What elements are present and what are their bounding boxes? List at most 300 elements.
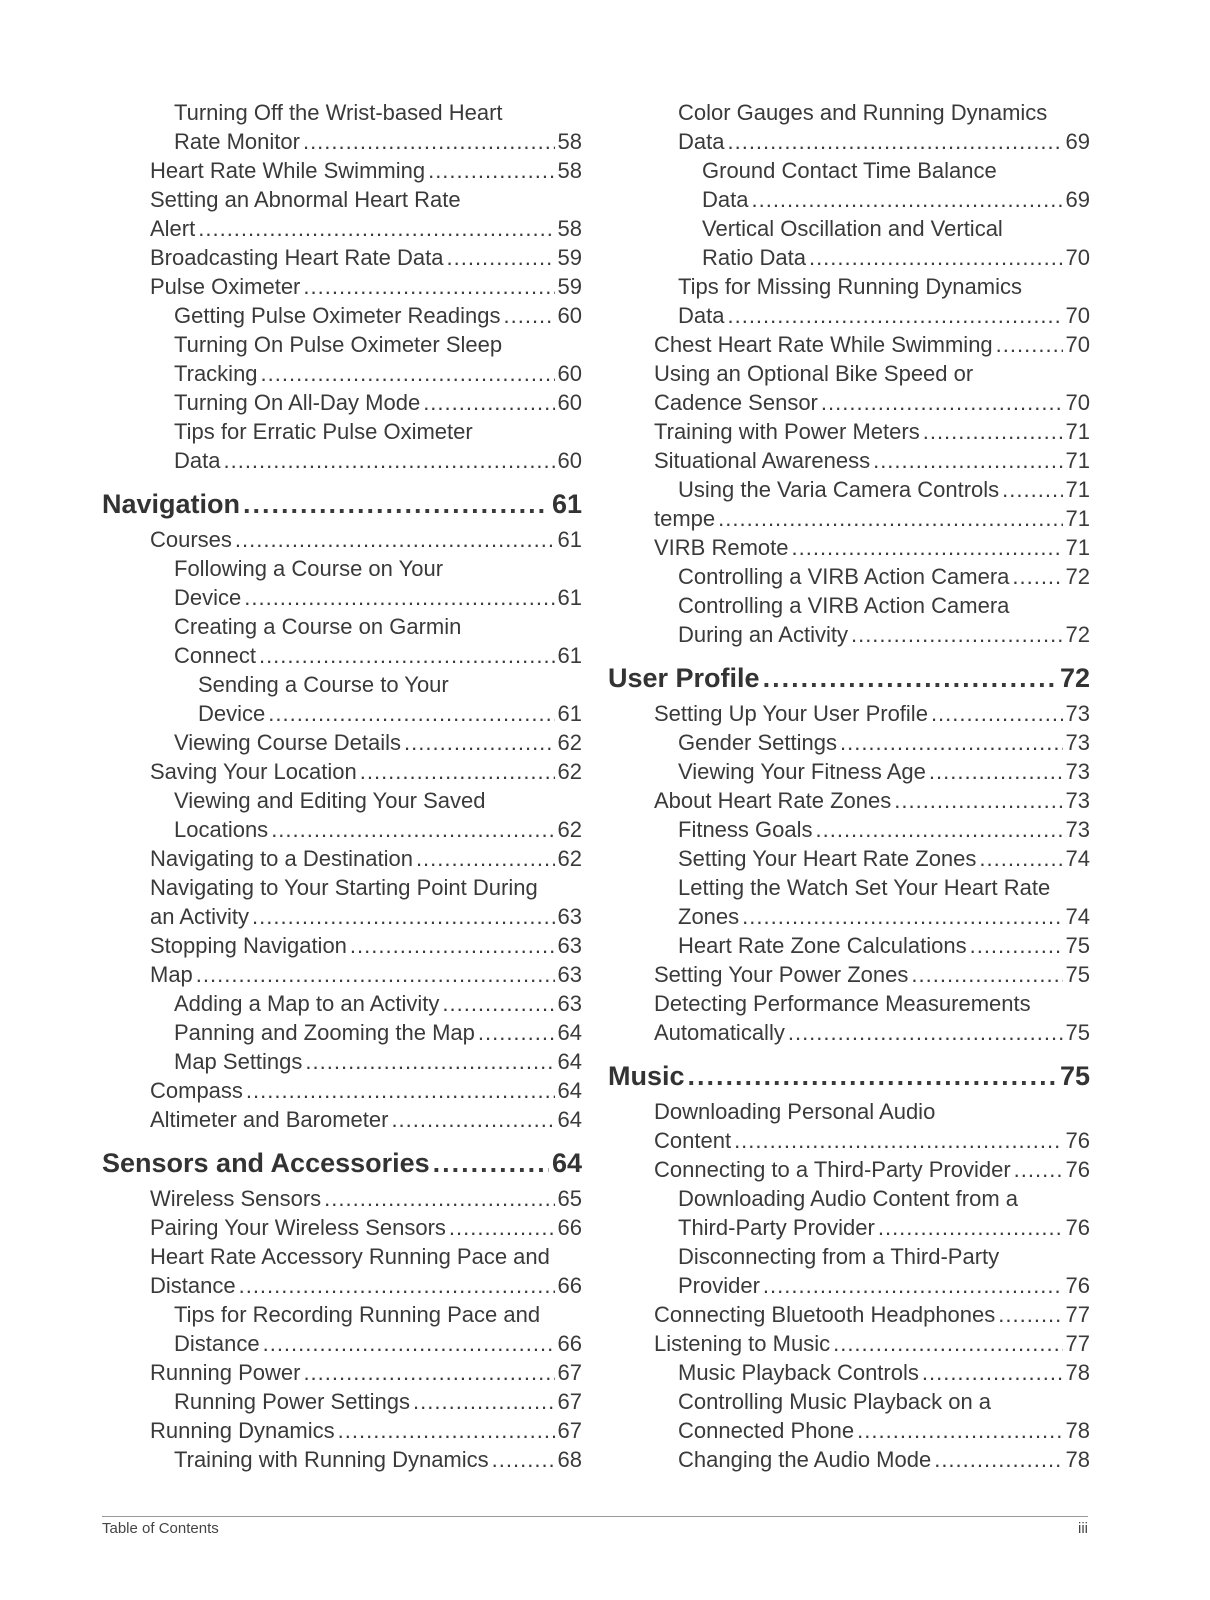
dot-leader — [303, 127, 555, 156]
dot-leader — [428, 156, 554, 185]
toc-page-number: 61 — [557, 585, 582, 610]
dot-leader — [350, 931, 555, 960]
toc-entry-title: Controlling Music Playback on a — [678, 1389, 992, 1414]
toc-entry[interactable] — [102, 1105, 582, 1134]
toc-entry-title: Heart Rate While Swimming — [150, 158, 426, 183]
toc-page-number: 70 — [1065, 390, 1090, 415]
dot-leader — [244, 583, 554, 612]
toc-page-number: 78 — [1065, 1447, 1090, 1472]
toc-page-number: 70 — [1065, 303, 1090, 328]
toc-entry[interactable] — [102, 156, 582, 185]
dot-leader — [809, 243, 1063, 272]
toc-entry-title: Alert — [150, 216, 196, 241]
dot-leader — [911, 960, 1062, 989]
footer-page-number: iii — [1078, 1520, 1088, 1537]
toc-entry-title: Detecting Performance Measurements — [654, 991, 1031, 1016]
dot-leader — [840, 728, 1063, 757]
toc-entry-title: Saving Your Location — [150, 759, 357, 784]
toc-entry-title: Using an Optional Bike Speed or — [654, 361, 974, 386]
toc-entry-title: Controlling a VIRB Action Camera — [678, 593, 1010, 618]
toc-page-number: 75 — [1065, 1020, 1090, 1045]
toc-page-number: 73 — [1065, 701, 1090, 726]
toc-entry-title: Navigating to a Destination — [150, 846, 413, 871]
toc-page-number: 62 — [557, 759, 582, 784]
toc-page-number: 70 — [1065, 245, 1090, 270]
toc-entry[interactable] — [102, 1047, 582, 1076]
dot-leader — [821, 388, 1063, 417]
toc-entry-title: Stopping Navigation — [150, 933, 347, 958]
toc-entry-title: Automatically — [654, 1020, 785, 1045]
toc-entry-title: Letting the Watch Set Your Heart Rate — [678, 875, 1051, 900]
toc-entry-title: Third-Party Provider — [678, 1215, 875, 1240]
toc-left-column — [102, 98, 582, 1474]
dot-leader — [338, 1416, 555, 1445]
dot-leader — [413, 1387, 554, 1416]
toc-entry[interactable] — [608, 272, 1090, 330]
dot-leader — [763, 661, 1057, 695]
dot-leader — [851, 620, 1063, 649]
dot-leader — [1002, 475, 1062, 504]
toc-entry[interactable] — [608, 533, 1090, 562]
toc-entry[interactable] — [102, 243, 582, 272]
toc-entry-title: Data — [702, 187, 749, 212]
toc-entry[interactable] — [608, 330, 1090, 359]
dot-leader — [792, 533, 1063, 562]
toc-entry-title: Setting Your Heart Rate Zones — [678, 846, 977, 871]
toc-page-number: 64 — [557, 1078, 582, 1103]
toc-entry-title: Getting Pulse Oximeter Readings — [174, 303, 501, 328]
toc-entry-title: Distance — [174, 1331, 260, 1356]
toc-page-number: 66 — [557, 1331, 582, 1356]
toc-page-number: 67 — [557, 1360, 582, 1385]
toc-entry-title: Controlling a VIRB Action Camera — [678, 564, 1010, 589]
toc-entry-title: Chest Heart Rate While Swimming — [654, 332, 993, 357]
dot-leader — [196, 960, 555, 989]
toc-entry-title: Navigation — [102, 489, 241, 519]
toc-entry-title: Running Dynamics — [150, 1418, 335, 1443]
toc-entry-title: Turning On Pulse Oximeter Sleep — [174, 332, 503, 357]
toc-entry-title: Vertical Oscillation and Vertical — [702, 216, 1003, 241]
toc-entry[interactable] — [608, 475, 1090, 504]
toc-page-number: 78 — [1065, 1360, 1090, 1385]
toc-entry-title: Map — [150, 962, 193, 987]
dot-leader — [259, 641, 555, 670]
toc-entry[interactable] — [608, 931, 1090, 960]
toc-chapter-heading[interactable] — [608, 1059, 1090, 1093]
toc-page-number: 73 — [1065, 730, 1090, 755]
toc-entry-title: Color Gauges and Running Dynamics — [678, 100, 1048, 125]
toc-page-number: 67 — [557, 1418, 582, 1443]
toc-page-number: 58 — [557, 158, 582, 183]
toc-entry-title: Viewing and Editing Your Saved — [174, 788, 486, 813]
dot-leader — [934, 1445, 1062, 1474]
toc-entry[interactable] — [608, 757, 1090, 786]
toc-entry[interactable] — [608, 156, 1090, 214]
toc-entry[interactable] — [608, 504, 1090, 533]
dot-leader — [718, 504, 1062, 533]
toc-entry[interactable] — [608, 1300, 1090, 1329]
toc-entry[interactable] — [608, 446, 1090, 475]
toc-entry[interactable] — [608, 417, 1090, 446]
toc-page-number: 73 — [1065, 759, 1090, 784]
toc-entry[interactable] — [102, 931, 582, 960]
toc-entry-title: Content — [654, 1128, 732, 1153]
toc-page-number: 71 — [1065, 477, 1090, 502]
toc-entry[interactable] — [608, 98, 1090, 156]
dot-leader — [742, 902, 1062, 931]
toc-entry[interactable] — [102, 301, 582, 330]
dot-leader — [303, 272, 554, 301]
toc-page-number: 61 — [557, 527, 582, 552]
dot-leader — [235, 525, 555, 554]
toc-entry[interactable] — [608, 699, 1090, 728]
toc-page-number: 60 — [557, 361, 582, 386]
toc-page-number: 72 — [1059, 663, 1090, 693]
toc-entry[interactable] — [102, 185, 582, 243]
toc-entry-title: Device — [174, 585, 242, 610]
toc-page-number: 78 — [1065, 1418, 1090, 1443]
toc-entry-title: Ratio Data — [702, 245, 806, 270]
toc-page-number: 74 — [1065, 846, 1090, 871]
toc-entry-title: Changing the Audio Mode — [678, 1447, 932, 1472]
dot-leader — [922, 1358, 1063, 1387]
toc-entry-title: During an Activity — [678, 622, 848, 647]
toc-entry-title: VIRB Remote — [654, 535, 789, 560]
toc-entry-title: Using the Varia Camera Controls — [678, 477, 1000, 502]
toc-entry-title: Cadence Sensor — [654, 390, 818, 415]
toc-entry[interactable] — [608, 960, 1090, 989]
toc-page-number: 70 — [1065, 332, 1090, 357]
toc-page-number: 69 — [1065, 187, 1090, 212]
toc-entry[interactable] — [608, 1097, 1090, 1155]
toc-entry-title: Compass — [150, 1078, 243, 1103]
dot-leader — [751, 185, 1062, 214]
toc-page-number: 75 — [1065, 962, 1090, 987]
toc-entry[interactable] — [608, 989, 1090, 1047]
toc-page-number: 63 — [557, 933, 582, 958]
toc-entry[interactable] — [102, 417, 582, 475]
toc-entry-title: Panning and Zooming the Map — [174, 1020, 475, 1045]
toc-page-number: 71 — [1065, 506, 1090, 531]
toc-entry-title: Wireless Sensors — [150, 1186, 322, 1211]
dot-leader — [857, 1416, 1062, 1445]
toc-entry[interactable] — [608, 214, 1090, 272]
dot-leader — [303, 1358, 554, 1387]
dot-leader — [873, 446, 1062, 475]
toc-chapter-heading[interactable] — [102, 1146, 582, 1180]
toc-entry-title: Device — [198, 701, 266, 726]
toc-entry[interactable] — [608, 1242, 1090, 1300]
toc-page-number: 69 — [1065, 129, 1090, 154]
toc-entry-title: Data — [174, 448, 221, 473]
toc-entry-title: Distance — [150, 1273, 236, 1298]
toc-page-number: 62 — [557, 730, 582, 755]
dot-leader — [223, 446, 554, 475]
toc-page-number: 58 — [557, 129, 582, 154]
toc-entry-title: Disconnecting from a Third-Party — [678, 1244, 1000, 1269]
dot-leader — [979, 844, 1062, 873]
toc-entry-title: Training with Running Dynamics — [174, 1447, 489, 1472]
toc-entry-title: Downloading Audio Content from a — [678, 1186, 1018, 1211]
toc-entry[interactable] — [102, 272, 582, 301]
toc-entry-title: Heart Rate Accessory Running Pace and — [150, 1244, 550, 1269]
page-footer — [102, 1516, 1088, 1537]
toc-entry[interactable] — [608, 1184, 1090, 1242]
toc-entry[interactable] — [608, 1445, 1090, 1474]
dot-leader — [763, 1271, 1063, 1300]
toc-entry[interactable] — [102, 1300, 582, 1358]
toc-entry[interactable] — [608, 1155, 1090, 1184]
toc-entry-title: About Heart Rate Zones — [654, 788, 892, 813]
toc-entry-title: Altimeter and Barometer — [150, 1107, 389, 1132]
toc-entry[interactable] — [102, 844, 582, 873]
toc-entry[interactable] — [608, 562, 1090, 591]
dot-leader — [996, 330, 1063, 359]
toc-page-number: 66 — [557, 1273, 582, 1298]
toc-entry[interactable] — [102, 525, 582, 554]
toc-entry-title: Downloading Personal Audio — [654, 1099, 936, 1124]
toc-entry-title: Creating a Course on Garmin — [174, 614, 462, 639]
toc-entry-title: Turning On All-Day Mode — [174, 390, 421, 415]
dot-leader — [404, 728, 554, 757]
toc-entry[interactable] — [102, 873, 582, 931]
dot-leader — [929, 757, 1063, 786]
toc-chapter-heading[interactable] — [102, 487, 582, 521]
dot-leader — [324, 1184, 554, 1213]
toc-page-number: 77 — [1065, 1302, 1090, 1327]
dot-leader — [727, 127, 1062, 156]
toc-page-number: 75 — [1065, 933, 1090, 958]
dot-leader — [492, 1445, 555, 1474]
dot-leader — [727, 301, 1062, 330]
toc-page-number: 62 — [557, 846, 582, 871]
toc-page-number: 63 — [557, 904, 582, 929]
dot-leader — [1014, 1155, 1063, 1184]
dot-leader — [816, 815, 1063, 844]
toc-entry[interactable] — [102, 554, 582, 612]
dot-leader — [391, 1105, 554, 1134]
toc-page-number: 60 — [557, 303, 582, 328]
toc-entry[interactable] — [608, 873, 1090, 931]
dot-leader — [1012, 562, 1062, 591]
toc-page-number: 64 — [557, 1107, 582, 1132]
toc-entry[interactable] — [102, 960, 582, 989]
toc-entry-title: Gender Settings — [678, 730, 837, 755]
toc-entry[interactable] — [608, 728, 1090, 757]
dot-leader — [931, 699, 1063, 728]
toc-entry-title: Map Settings — [174, 1049, 303, 1074]
footer-section-title: Table of Contents — [102, 1520, 219, 1537]
toc-entry[interactable] — [608, 1358, 1090, 1387]
toc-page-number: 62 — [557, 817, 582, 842]
dot-leader — [198, 214, 554, 243]
toc-entry[interactable] — [102, 388, 582, 417]
dot-leader — [833, 1329, 1062, 1358]
toc-entry-title: Courses — [150, 527, 232, 552]
toc-page-number: 71 — [1065, 448, 1090, 473]
toc-entry[interactable] — [102, 1018, 582, 1047]
toc-entry-title: Heart Rate Zone Calculations — [678, 933, 967, 958]
toc-entry-title: Data — [678, 303, 725, 328]
dot-leader — [252, 902, 554, 931]
toc-page-number: 72 — [1065, 564, 1090, 589]
toc-entry-title: Connecting to a Third-Party Provider — [654, 1157, 1011, 1182]
toc-entry-title: Connecting Bluetooth Headphones — [654, 1302, 996, 1327]
toc-page-number: 59 — [557, 274, 582, 299]
dot-leader — [416, 844, 555, 873]
dot-leader — [894, 786, 1062, 815]
toc-entry[interactable] — [102, 1242, 582, 1300]
toc-page-number: 67 — [557, 1389, 582, 1414]
toc-page-number: 64 — [557, 1049, 582, 1074]
toc-entry[interactable] — [608, 815, 1090, 844]
toc-entry[interactable] — [102, 670, 582, 728]
toc-page-number: 59 — [557, 245, 582, 270]
toc-entry-title: Pulse Oximeter — [150, 274, 301, 299]
toc-entry-title: Setting Your Power Zones — [654, 962, 909, 987]
dot-leader — [788, 1018, 1063, 1047]
toc-entry[interactable] — [102, 728, 582, 757]
toc-entry-title: Running Power — [150, 1360, 301, 1385]
toc-page-number: 61 — [557, 643, 582, 668]
toc-entry-title: Sensors and Accessories — [102, 1148, 430, 1178]
toc-entry[interactable] — [608, 1329, 1090, 1358]
toc-chapter-heading[interactable] — [608, 661, 1090, 695]
dot-leader — [923, 417, 1063, 446]
toc-page-number: 76 — [1065, 1157, 1090, 1182]
dot-leader — [478, 1018, 555, 1047]
dot-leader — [734, 1126, 1062, 1155]
toc-entry[interactable] — [102, 1076, 582, 1105]
toc-entry[interactable] — [102, 989, 582, 1018]
toc-entry[interactable] — [608, 1387, 1090, 1445]
toc-page-number: 74 — [1065, 904, 1090, 929]
toc-entry-title: Rate Monitor — [174, 129, 300, 154]
toc-entry[interactable] — [102, 612, 582, 670]
dot-leader — [688, 1059, 1057, 1093]
toc-entry-title: Following a Course on Your — [174, 556, 444, 581]
toc-entry[interactable] — [102, 98, 582, 156]
toc-entry[interactable] — [608, 591, 1090, 649]
toc-page-number: 63 — [557, 962, 582, 987]
dot-leader — [268, 699, 554, 728]
toc-entry-title: Turning Off the Wrist-based Heart — [174, 100, 503, 125]
toc-entry-title: Training with Power Meters — [654, 419, 920, 444]
dot-leader — [243, 487, 549, 521]
toc-page-number: 71 — [1065, 419, 1090, 444]
dot-leader — [970, 931, 1063, 960]
toc-page-number: 65 — [557, 1186, 582, 1211]
toc-entry-title: Connect — [174, 643, 256, 668]
dot-leader — [878, 1213, 1063, 1242]
dot-leader — [360, 757, 555, 786]
toc-entry-title: Locations — [174, 817, 269, 842]
toc-page-number: 61 — [551, 489, 582, 519]
toc-entry[interactable] — [102, 1416, 582, 1445]
dot-leader — [271, 815, 554, 844]
dot-leader — [246, 1076, 555, 1105]
dot-leader — [449, 1213, 555, 1242]
toc-entry-title: an Activity — [150, 904, 250, 929]
toc-entry-title: Sending a Course to Your — [198, 672, 449, 697]
toc-entry-title: Broadcasting Heart Rate Data — [150, 245, 444, 270]
toc-page-number: 64 — [557, 1020, 582, 1045]
toc-entry-title: Fitness Goals — [678, 817, 813, 842]
toc-page-number: 71 — [1065, 535, 1090, 560]
dot-leader — [261, 359, 555, 388]
toc-entry-title: Data — [678, 129, 725, 154]
toc-entry[interactable] — [102, 1213, 582, 1242]
toc-page-number: 66 — [557, 1215, 582, 1240]
dot-leader — [433, 1146, 549, 1180]
toc-page-number: 72 — [1065, 622, 1090, 647]
dot-leader — [504, 301, 555, 330]
toc-entry-title: Adding a Map to an Activity — [174, 991, 440, 1016]
dot-leader — [423, 388, 554, 417]
toc-page-number: 60 — [557, 390, 582, 415]
toc-page-number: 68 — [557, 1447, 582, 1472]
toc-page-number: 73 — [1065, 788, 1090, 813]
toc-entry-title: Running Power Settings — [174, 1389, 411, 1414]
toc-entry-title: Provider — [678, 1273, 760, 1298]
toc-page-number: 73 — [1065, 817, 1090, 842]
toc-page-number: 77 — [1065, 1331, 1090, 1356]
toc-page-number: 60 — [557, 448, 582, 473]
toc-entry-title: Tips for Recording Running Pace and — [174, 1302, 541, 1327]
toc-page-number: 76 — [1065, 1273, 1090, 1298]
toc-entry-title: Viewing Course Details — [174, 730, 402, 755]
toc-entry[interactable] — [102, 1184, 582, 1213]
toc-entry[interactable] — [102, 1445, 582, 1474]
toc-entry-title: User Profile — [608, 663, 760, 693]
toc-entry-title: Listening to Music — [654, 1331, 831, 1356]
dot-leader — [305, 1047, 554, 1076]
toc-page-number: 58 — [557, 216, 582, 241]
toc-entry[interactable] — [608, 786, 1090, 815]
dot-leader — [447, 243, 555, 272]
dot-leader — [998, 1300, 1062, 1329]
toc-page-number: 76 — [1065, 1215, 1090, 1240]
dot-leader — [263, 1329, 555, 1358]
toc-page-number: 75 — [1059, 1061, 1090, 1091]
toc-entry-title: Ground Contact Time Balance — [702, 158, 997, 183]
toc-right-column — [608, 98, 1090, 1474]
toc-entry-title: Tracking — [174, 361, 258, 386]
toc-entry-title: Situational Awareness — [654, 448, 871, 473]
toc-entry-title: Navigating to Your Starting Point During — [150, 875, 538, 900]
toc-page-number: 63 — [557, 991, 582, 1016]
dot-leader — [442, 989, 554, 1018]
toc-entry-title: Music — [608, 1061, 685, 1091]
toc-entry[interactable] — [102, 757, 582, 786]
toc-entry-title: Zones — [678, 904, 740, 929]
toc-entry-title: Setting an Abnormal Heart Rate — [150, 187, 461, 212]
toc-entry-title: Tips for Erratic Pulse Oximeter — [174, 419, 473, 444]
toc-entry-title: Setting Up Your User Profile — [654, 701, 928, 726]
toc-entry[interactable] — [102, 1387, 582, 1416]
toc-entry-title: Viewing Your Fitness Age — [678, 759, 926, 784]
toc-entry[interactable] — [608, 359, 1090, 417]
toc-entry[interactable] — [102, 1358, 582, 1387]
toc-entry[interactable] — [102, 330, 582, 388]
toc-entry-title: tempe — [654, 506, 716, 531]
toc-entry[interactable] — [102, 786, 582, 844]
toc-page-number: 61 — [557, 701, 582, 726]
dot-leader — [239, 1271, 555, 1300]
toc-entry[interactable] — [608, 844, 1090, 873]
toc-entry-title: Tips for Missing Running Dynamics — [678, 274, 1022, 299]
toc-entry-title: Connected Phone — [678, 1418, 855, 1443]
